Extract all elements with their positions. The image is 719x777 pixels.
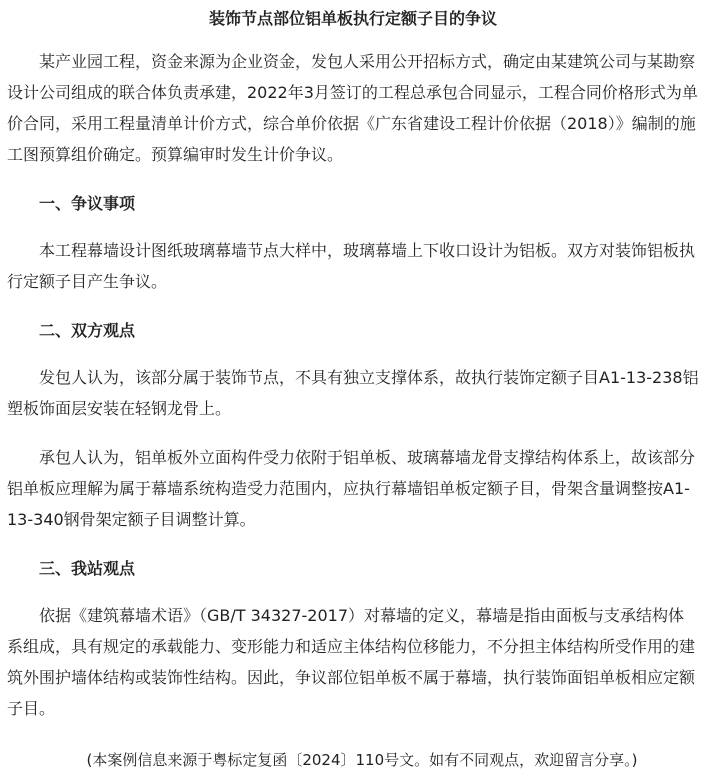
section-heading-views: 二、双方观点 <box>39 321 136 340</box>
dispute-paragraph: 本工程幕墙设计图纸玻璃幕墙节点大样中，玻璃幕墙上下收口设计为铝板。双方对装饰铝板执行定额子目产生争议。 <box>7 241 696 291</box>
section-heading-station-view: 三、我站观点 <box>39 559 136 578</box>
source-footnote: (本案例信息来源于粤标定复函〔2024〕110号文。如有不同观点，欢迎留言分享。) <box>86 751 638 769</box>
section-heading-dispute: 一、争议事项 <box>39 194 136 213</box>
station-view-paragraph: 依据《建筑幕墙术语》（GB/T 34327-2017）对幕墙的定义，幕墙是指由面板与支承结构体系组成，具有规定的承载能力、变形能力和适应主体结构位移能力，不分担主体结构所受作用的建筑外围护墙体结构或装饰性结构。因此，争议部位铝单板不属于幕墙，执行装饰面铝单板相应定额子目。 <box>7 606 696 718</box>
owner-view-paragraph: 发包人认为，该部分属于装饰节点，不具有独立支撑体系，故执行装饰定额子目A1-13-238铝塑板饰面层安装在轻钢龙骨上。 <box>7 368 699 418</box>
intro-paragraph: 某产业园工程，资金来源为企业资金，发包人采用公开招标方式，确定由某建筑公司与某勘察设计公司组成的联合体负责承建，2022年3月签订的工程总承包合同显示，工程合同价格形式为单价合同，采用工程量清单计价方式，综合单价依据《广东省建设工程计价依据（2018）》编制的施工图预算组价确定。预算编审时发生计价争议。 <box>7 52 698 164</box>
contractor-view-paragraph: 承包人认为，铝单板外立面构件受力依附于铝单板、玻璃幕墙龙骨支撑结构体系上，故该部分铝单板应理解为属于幕墙系统构造受力范围内，应执行幕墙铝单板定额子目，骨架含量调整按A1-13-340钢骨架定额子目调整计算。 <box>7 448 696 529</box>
article-title: 装饰节点部位铝单板执行定额子目的争议 <box>208 9 497 28</box>
